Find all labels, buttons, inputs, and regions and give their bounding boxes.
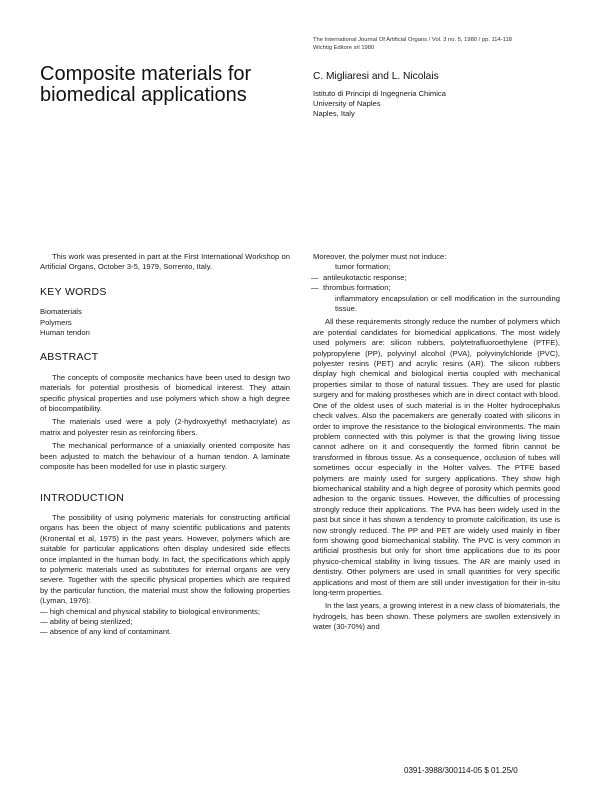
journal-header: [313, 36, 563, 52]
list-item: inflammatory encapsulation or cell modification in the surrounding tissue.: [335, 293, 560, 314]
footer-code: 0391-3988/300114-05 $ 01.25/0: [404, 766, 518, 775]
introduction-heading: INTRODUCTION: [40, 491, 125, 504]
affiliation-line-2: University of Naples: [313, 99, 381, 108]
abstract-paragraph: The mechanical performance of a uniaxially oriented composite has been adjusted to match the behaviour of a human tendon. A laminate composite has been modelled for use in plastic surgery.: [40, 441, 290, 472]
left-column: [40, 252, 290, 638]
body-paragraph: All these requirements strongly reduce the number of polymers which are potential candidates for biomedical applications. The most widely used polymers are: silicon rubbers, polytetrafluoroethylene (PTFE), polypropylene (PP), polyvinyl alcohol (PVA), polyvinylchloride (PVC), polyester resins (PET) and acrylic resins (AR). The silicon rubbers display high chemical and biological inertia coupled with mechanical properties similar to those of natural tissues. They are used for plastic surgery and for making prostheses which are in direct contact with blood. One of the oldest uses of such material is in the Holter hydrocephalus check valves. Also the pacemakers are generally coated with silicons in order to improve the resistance to the biological environments. The main problem connected with this polymer is that the growing living tissue cannot adhere on it and consequently the formed fibrin cannot be transformed in fibrous tissue. As a consequence, occlusion of tubes will sometimes occur especially in the Holter valves. The PTFE based polymers are mainly used for surgery applications. They show high biomechanical stability and a high degree of porosity which permits good adhesion to the organic tissues. However, the difficulties of processing strongly reduce their applications. The PVA has been widely used in the past but since it has shown a tendency to promote calcification, its use is now strongly reduced. The PP and PET are widely used mainly in fiber form showing good biomechanical stability. The PVC is very common in artificial prosthesis but only for short time applications due to its poor physico-chemical stability in living tissues. The AR are mainly used in dentistry. Other polymers are used in small quantities for very specific applications and most of them are still under investigation for their in-situ long-term properties.: [313, 317, 560, 597]
authors: C. Migliaresi and L. Nicolais: [313, 71, 439, 82]
affiliation-line-3: Naples, Italy: [313, 109, 355, 118]
affiliation: [313, 89, 553, 119]
abstract-paragraph: The concepts of composite mechanics have been used to design two materials for potential prosthesis of biomedical interest. They attain specific physical properties and use polymers which show a high degree of biocompatibility.: [40, 372, 290, 414]
list-item: — high chemical and physical stability to biological environments;: [40, 606, 260, 616]
keywords-heading: KEY WORDS: [40, 285, 107, 298]
keyword-item: Polymers: [40, 317, 72, 327]
journal-line-1: The International Journal Of Artificial Organs / Vol. 3 no. 5, 1980 / pp. 114-118: [313, 37, 512, 43]
body-paragraph: In the last years, a growing interest in a new class of biomaterials, the hydrogels, has been shown. These polymers are swollen extensively in water (30-70%) and: [313, 601, 560, 632]
list-item: tumor formation;: [335, 262, 391, 272]
article-title: Composite materials for biomedical applications: [40, 63, 252, 106]
keywords-list: [40, 307, 290, 338]
list-item: — thrombus formation;: [311, 283, 391, 293]
presentation-note: This work was presented in part at the First International Workshop on Artificial Organs, October 3-5, 1979, Sorrento, Italy.: [40, 252, 290, 272]
introduction-paragraph: The possibility of using polymeric materials for constructing artificial organs has been the object of many scientific publications and patents (Kronental et al, 1975) in the past years. However, polymers which are suitable for particular applications often display undesired side effects once implanted in the human body. In fact, the specifications which apply to polymeric materials used as substitutes for internal organs are very severe. Together with the specific physical properties which are required by the particular function, the material must show the following properties (Lyman, 1976):: [40, 512, 290, 606]
list-item: — antileukotactic response;: [311, 272, 407, 282]
exclusion-list: [313, 262, 560, 314]
list-item: — absence of any kind of contaminant.: [40, 627, 172, 637]
affiliation-line-1: Istituto di Principi di Ingegneria Chimica: [313, 89, 446, 98]
requirements-list: [40, 607, 290, 638]
right-column: [313, 252, 560, 633]
abstract-paragraph: The materials used were a poly (2-hydroxyethyl methacrylate) as matrix and polyester resin as reinforcing fibers.: [40, 417, 290, 437]
list-lead: Moreover, the polymer must not induce:: [313, 252, 447, 261]
journal-line-2: Wichtig Editore srl 1980: [313, 45, 375, 51]
keyword-item: Biomaterials: [40, 307, 82, 317]
list-item: — ability of being sterilized;: [40, 616, 133, 626]
keyword-item: Human tendon: [40, 328, 90, 338]
abstract-heading: ABSTRACT: [40, 351, 99, 364]
